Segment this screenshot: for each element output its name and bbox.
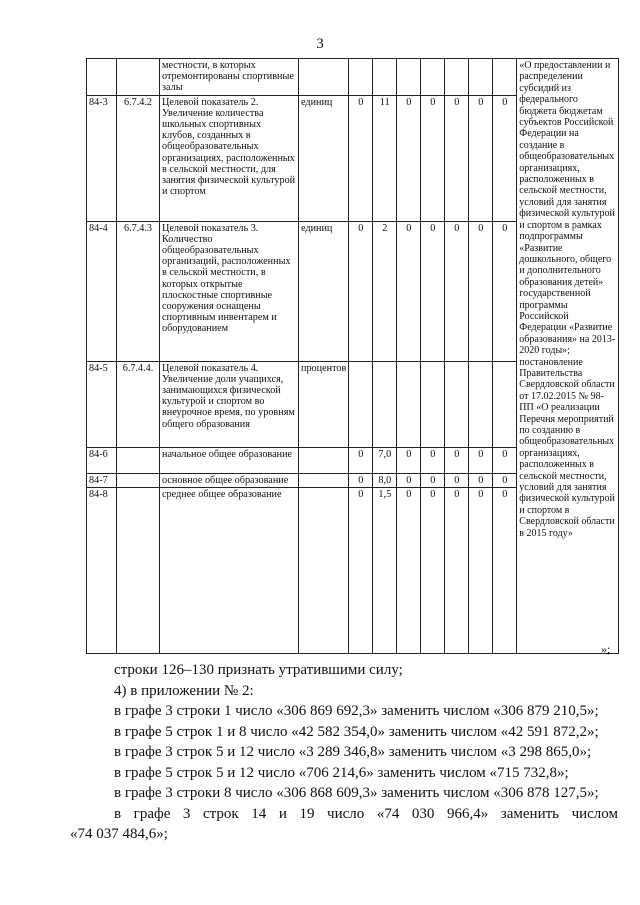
row-code xyxy=(117,487,160,653)
row-index: 84-8 xyxy=(87,487,117,653)
row-value: 0 xyxy=(493,95,517,221)
closing-quote-mark: »; xyxy=(601,642,611,656)
row-unit: единиц xyxy=(299,95,349,221)
row-index: 84-5 xyxy=(87,361,117,447)
row-value xyxy=(421,361,445,447)
row-value: 0 xyxy=(493,487,517,653)
row-value: 0 xyxy=(469,447,493,473)
row-unit: единиц xyxy=(299,221,349,361)
row-value: 0 xyxy=(421,487,445,653)
row-value: 0 xyxy=(445,221,469,361)
row-value: 0 xyxy=(493,447,517,473)
row-value: 11 xyxy=(373,95,397,221)
source-documents-cell: «О предоставлении и распределении субсидий из федерального бюджета бюджетам субъектов Российской Федерации на создание в общеобразовательных организациях, расположенных в сельской местности, условий для занятия физической культурой и спортом в рамках подпрограммы «Развитие дошкольного, общего и дополнительного образования детей» государственной программы Российской Федерации «Развитие образования» на 2013-2020 годы»; постановление Правительства Свердловской области от 17.02.2015 № 98-ПП «О реализации Перечня мероприятий по созданию в общеобразовательных организациях, расположенных в сельской местности, условий для занятия физической культурой и спортом в Свердловской области в 2015 году» xyxy=(517,59,619,654)
row-value xyxy=(493,361,517,447)
row-value: 0 xyxy=(421,95,445,221)
row-value: 0 xyxy=(493,473,517,487)
row-index: 84-4 xyxy=(87,221,117,361)
row-unit xyxy=(299,447,349,473)
row-unit xyxy=(299,487,349,653)
row-value xyxy=(421,59,445,96)
row-unit xyxy=(299,473,349,487)
paragraph: в графе 5 строк 5 и 12 число «706 214,6» заменить числом «715 732,8»; xyxy=(114,764,569,781)
row-value xyxy=(469,361,493,447)
paragraph: строки 126–130 признать утратившими силу; xyxy=(114,662,403,678)
paragraph: в графе 3 строк 5 и 12 число «3 289 346,8» заменить числом «3 298 865,0»; xyxy=(114,744,592,760)
row-code: 6.7.4.3 xyxy=(117,221,160,361)
row-value: 0 xyxy=(397,473,421,487)
row-value: 0 xyxy=(469,473,493,487)
row-code xyxy=(117,473,160,487)
row-value: 0 xyxy=(445,447,469,473)
row-value xyxy=(373,361,397,447)
row-value: 0 xyxy=(397,487,421,653)
row-value xyxy=(469,59,493,96)
row-name: Целевой показатель 3. Количество общеобразовательных организаций, расположенных в сельской местности, в которых открытые плоскостные спортивные сооружения оснащены спортивным инвентарем и оборудованием xyxy=(160,221,299,361)
row-value: 0 xyxy=(421,473,445,487)
row-code xyxy=(117,59,160,96)
paragraph: в графе 3 строки 1 число «306 869 692,3» заменить числом «306 879 210,5»; xyxy=(114,703,599,719)
row-value: 0 xyxy=(469,487,493,653)
row-value: 0 xyxy=(469,95,493,221)
row-value: 0 xyxy=(349,221,373,361)
row-code xyxy=(117,447,160,473)
table-row xyxy=(87,59,619,96)
row-value xyxy=(397,361,421,447)
page-number: 3 xyxy=(316,36,324,52)
paragraph: «74 037 484,6»; xyxy=(70,826,168,842)
paragraph: в графе 3 строк 14 и 19 число «74 030 966,4» заменить числом xyxy=(114,805,618,822)
row-index: 84-3 xyxy=(87,95,117,221)
row-value: 8,0 xyxy=(373,473,397,487)
row-value xyxy=(493,59,517,96)
row-name: начальное общее образование xyxy=(160,447,299,473)
row-name: Целевой показатель 4. Увеличение доли учащихся, занимающихся физической культурой и спортом во внеурочное время, по уровням общего образования xyxy=(160,361,299,447)
row-index: 84-7 xyxy=(87,473,117,487)
row-code: 6.7.4.4. xyxy=(117,361,160,447)
paragraph: 4) в приложении № 2: xyxy=(114,682,254,699)
row-value: 0 xyxy=(397,221,421,361)
row-code: 6.7.4.2 xyxy=(117,95,160,221)
row-name: местности, в которых отремонтированы спортивные залы xyxy=(160,59,299,96)
row-value: 0 xyxy=(445,95,469,221)
row-value: 2 xyxy=(373,221,397,361)
paragraph: в графе 5 строк 1 и 8 число «42 582 354,0» заменить числом «42 591 872,2»; xyxy=(114,723,599,740)
row-value: 0 xyxy=(349,447,373,473)
row-value xyxy=(397,59,421,96)
row-value xyxy=(445,59,469,96)
row-unit xyxy=(299,59,349,96)
row-value xyxy=(349,361,373,447)
row-value: 0 xyxy=(493,221,517,361)
row-value: 1,5 xyxy=(373,487,397,653)
row-value xyxy=(445,361,469,447)
row-value: 0 xyxy=(445,487,469,653)
row-value: 0 xyxy=(397,447,421,473)
row-value xyxy=(373,59,397,96)
row-index: 84-6 xyxy=(87,447,117,473)
row-value: 0 xyxy=(349,95,373,221)
row-index xyxy=(87,59,117,96)
row-value xyxy=(349,59,373,96)
row-value: 0 xyxy=(397,95,421,221)
amendment-text xyxy=(70,660,618,845)
indicators-table xyxy=(86,58,619,654)
row-value: 0 xyxy=(349,487,373,653)
paragraph: в графе 3 строки 8 число «306 868 609,3» заменить числом «306 878 127,5»; xyxy=(114,785,599,801)
row-name: среднее общее образование xyxy=(160,487,299,653)
row-value: 0 xyxy=(469,221,493,361)
row-value: 7,0 xyxy=(373,447,397,473)
row-value: 0 xyxy=(421,447,445,473)
row-value: 0 xyxy=(349,473,373,487)
row-value: 0 xyxy=(445,473,469,487)
row-name: Целевой показатель 2. Увеличение количества школьных спортивных клубов, созданных в общеобразовательных организациях, расположенных в сельской местности, для занятия физической культурой и спортом xyxy=(160,95,299,221)
row-name: основное общее образование xyxy=(160,473,299,487)
row-value: 0 xyxy=(421,221,445,361)
row-unit: процентов xyxy=(299,361,349,447)
